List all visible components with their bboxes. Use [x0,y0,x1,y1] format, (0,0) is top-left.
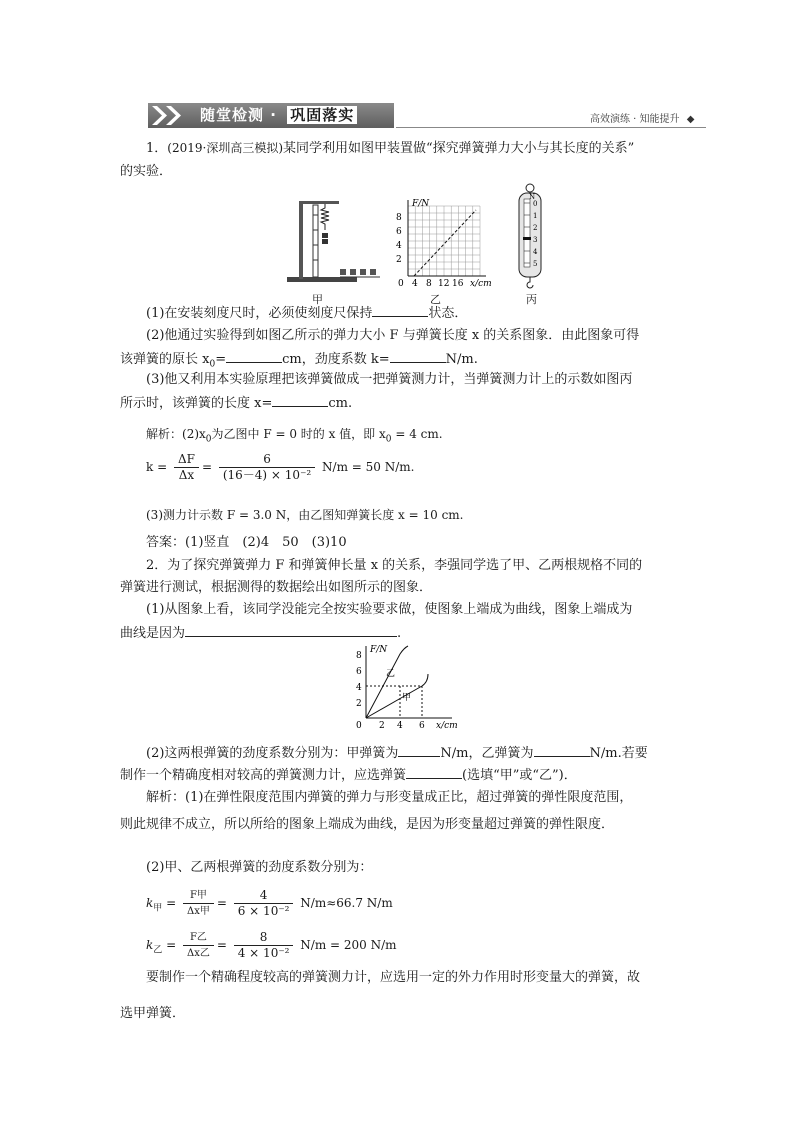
q2-part1-line2 [120,622,401,644]
q1-part3-b2: cm. [328,396,353,411]
section-title-sep: · [270,106,277,124]
q1-part3-text: (3)他又利用本实验原理把该弹簧做成一把弹簧测力计，当弹簧测力计上的示数如图丙 [146,372,633,387]
header-rule [396,127,706,128]
q2-solution-e [120,1004,185,1024]
q2-blank-3[interactable] [534,742,590,757]
q1-number: 1． [146,141,168,156]
bing-tick: 5 [533,260,538,268]
figure-jia-apparatus [285,195,385,295]
q2-part2-a1: (2)这两根弹簧的劲度系数分别为：甲弹簧为 [146,746,399,761]
q2-graph-label-jia: 甲 [402,693,412,703]
q2-graph-origin: 0 [356,721,362,731]
q2-part2-a2: N/m，乙弹簧为 [440,746,534,761]
q2-k-jia-lhs: k [146,896,154,910]
q2-sol-a: 解析：(1)在弹性限度范围内弹簧的弹力与形变量成正比，超过弹簧的弹性限度范围， [146,790,633,805]
q2-stem-a: 2．为了探究弹簧弹力 F 和弹簧伸长量 x 的关系，李强同学选了甲、乙两根规格不同的 [146,558,643,573]
q2-solution-a [146,788,632,808]
bing-pointer [523,237,531,240]
q2-solution-c [146,858,372,878]
q2-graph-xtick: 2 [379,721,385,731]
q2-graph-xtick: 6 [419,721,425,731]
section-title-sub: 巩固落实 [287,106,357,124]
q2-part1-a: (1)从图象上看，该同学没能完全按实验要求做，使图象上端成为曲线，图象上端成为 [146,602,633,617]
q1-source: (2019·深圳高三模拟) [167,141,283,155]
bing-unit: N [529,193,536,201]
graph-yi-ytick: 8 [396,213,402,223]
q1-stem-line1 [146,138,634,159]
q2-k-yi-formula: $k_乙$ = $\frac{\text{F乙}}{\text{Δx乙}}$ = $\frac{8}{\text{4 × 10⁻²}}$ N/m = 200 N/m [146,930,397,960]
q2-k-jia-rhs: N/m≈66.7 N/m [300,896,393,910]
q1-part2-line1 [146,326,639,346]
q2-curve-yi [366,646,408,718]
q1-sol2-rhs: N/m = 50 N/m. [322,460,415,474]
q2-part1-b: 曲线是因为 [120,626,186,641]
bing-tick: 4 [533,248,538,256]
q1-part2-b3: cm，劲度系数 k= [282,352,390,367]
graph-yi-origin: 0 [398,279,404,289]
figure-yi-graph [384,196,492,292]
q1-sol3-text: (3)测力计示数 F = 3.0 N，由乙图知弹簧长度 x = 10 cm. [146,508,464,522]
q1-part2-b2: = [215,352,227,367]
q1-part2-line2: 该弹簧的原长 $x_0=$ cm，劲度系数 k= N/m. [120,348,478,375]
q1-sol1-b: 为乙图中 F = 0 时的 x 值，即 x [211,427,386,441]
q2-graph-xtick: 4 [397,721,403,731]
q2-blank-4[interactable] [406,764,462,779]
q2-sol-b: 则此规律不成立，所以所给的图象上端成为曲线，是因为形变量超过弹簧的弹性限度． [120,817,615,832]
q2-stem-line2 [120,578,432,598]
q1-stem-b: 的实验． [120,164,173,179]
graph-yi-x-label: x/cm [470,279,492,289]
graph-yi-y-label: F/N [412,199,430,209]
q2-k-yi-frac2 [234,930,294,961]
figure-yi-label: 乙 [430,293,441,306]
bing-tick: 3 [533,236,538,244]
q1-solution-3 [146,505,464,525]
q1-solution-1: 解析：$(2)x_0$为乙图中 F = 0 时的 x 值，即 $x_0 = 4$ cm. [146,427,443,445]
q1-sol2-den: (16－4) × 10⁻² [222,468,312,482]
q2-graph-ytick: 4 [356,683,362,693]
q1-sol2-lhs: k = [146,460,168,474]
graph-yi-xtick: 4 [412,279,418,289]
q1-sol2-frac1 [174,452,199,483]
bing-tick: 0 [533,200,538,208]
q1-sol1-a: (2)x [182,427,206,441]
figure-bing-label: 丙 [526,293,537,306]
header-right-text: 高效演练 · 知能提升 [590,114,680,125]
q2-k-jia-sub: 甲 [153,903,163,914]
q1-sol2-fden: Δx [178,468,195,482]
q1-part3-line1 [146,370,632,390]
q2-sol-c: (2)甲、乙两根弹簧的劲度系数分别为： [146,860,373,875]
chevron-icon [148,103,196,128]
q2-part2-b1: 制作一个精确度相对较高的弹簧测力计，应选弹簧 [120,768,407,783]
q1-part3-line2 [120,392,352,414]
q2-k-yi-frac1 [183,930,214,961]
q2-sol-d: 要制作一个精确程度较高的弹簧测力计，应选用一定的外力作用时形变量大的弹簧，故 [146,970,641,985]
q2-solution-d [146,968,640,988]
q2-sol-e: 选甲弹簧． [120,1006,186,1021]
q2-graph [352,642,464,734]
q2-k-jia-fden: Δx甲 [186,906,210,917]
q2-part1-line1 [146,600,632,620]
q1-answer [146,533,347,553]
q2-graph-y-label: F/N [370,645,388,655]
q1-stem-line2 [120,162,172,182]
q1-part1-text: (1)在安装刻度尺时，必须使刻度尺保持 [146,306,373,321]
figure-bing-spring-scale [510,183,550,291]
q2-part1-c: . [397,626,402,641]
q2-part2-a3: N/m.若要 [589,746,648,761]
q1-sol1-c: = 4 cm. [391,427,443,441]
q1-part2-text: (2)他通过实验得到如图乙所示的弹力大小 F 与弹簧长度 x 的关系图象．由此图象可得 [146,328,640,343]
q2-part2-line1 [146,742,648,764]
q1-part2-b4: N/m. [445,352,478,367]
q2-k-yi-lhs: k [146,938,154,952]
q1-part2-b1: 该弹簧的原长 x [120,352,210,367]
q2-stem-line1 [146,556,642,576]
q2-k-yi-num: 8 [234,930,294,946]
q2-graph-label-yi: 乙 [386,669,396,679]
graph-yi-xtick: 8 [426,279,432,289]
q1-sol2-fnum: ΔF [174,452,199,468]
q1-stem-a: 某同学利用如图甲装置做“探究弹簧弹力大小与其长度的关系” [283,141,635,156]
q1-blank-3[interactable] [390,348,446,363]
q2-k-jia-frac2 [234,888,294,919]
q2-k-jia-den: 6 × 10⁻² [237,904,290,918]
graph-yi-grid [408,206,480,276]
q2-k-yi-fden: Δx乙 [186,948,210,959]
header-right-label [590,110,694,125]
q1-part1 [146,302,467,324]
q2-solution-b [120,815,614,835]
q1-sol2-frac2 [219,452,315,483]
q1-sol-label: 解析： [146,427,183,441]
q2-graph-ytick: 6 [356,667,362,677]
q2-blank-2[interactable] [398,742,440,757]
q2-graph-ytick: 2 [356,699,362,709]
q2-curve-jia [366,674,428,718]
q2-part2-b2: (选填“甲”或“乙”)． [462,768,577,783]
q1-answer-text: 答案：(1)竖直 (2)4 50 (3)10 [146,535,347,550]
diamond-icon: ◆ [686,114,695,125]
q2-k-yi-den: 4 × 10⁻² [237,946,290,960]
q2-k-yi-fnum: F乙 [183,930,214,946]
q2-k-yi-sub: 乙 [153,945,163,956]
graph-yi-ytick: 4 [396,241,402,251]
q1-solution-2: k = $\frac{\Delta F}{\Delta x}$ = $\frac{6}{\text{(16－4) × 10⁻²}}$ N/m = 50 N/m. [146,452,415,482]
q2-part2-line2 [120,764,577,786]
q2-graph-ytick: 8 [356,651,362,661]
graph-yi-ytick: 6 [396,227,402,237]
q1-blank-2[interactable] [226,348,282,363]
q2-k-jia-num: 4 [234,888,294,904]
bing-tick: 1 [533,212,538,220]
q2-graph-x-label: x/cm [436,721,458,731]
graph-yi-xtick: 12 [438,279,450,289]
graph-yi-xtick: 16 [452,279,464,289]
graph-yi-ytick: 2 [396,255,402,265]
q2-k-yi-rhs: N/m = 200 N/m [300,938,397,952]
q2-k-jia-fnum: F甲 [183,888,214,904]
bing-tick: 2 [533,224,538,232]
q1-part3-b1: 所示时，该弹簧的长度 x= [120,396,273,411]
q2-k-jia-formula: $k_甲$ = $\frac{\text{F甲}}{\text{Δx甲}}$ = $\frac{4}{\text{6 × 10⁻²}}$ N/m≈66.7 N/m [146,888,393,918]
q1-blank-1[interactable] [372,302,428,317]
section-title [200,104,357,126]
q2-k-jia-frac1 [183,888,214,919]
q1-part1-end: 状态． [428,306,468,321]
q1-blank-4[interactable] [272,392,328,407]
q2-blank-1[interactable] [185,622,397,637]
figure-jia-label: 甲 [312,293,323,306]
q2-stem-b: 弹簧进行测试，根据测得的数据绘出如图所示的图象． [120,580,433,595]
section-title-main: 随堂检测 [200,106,265,124]
q1-sol2-num: 6 [219,452,315,468]
